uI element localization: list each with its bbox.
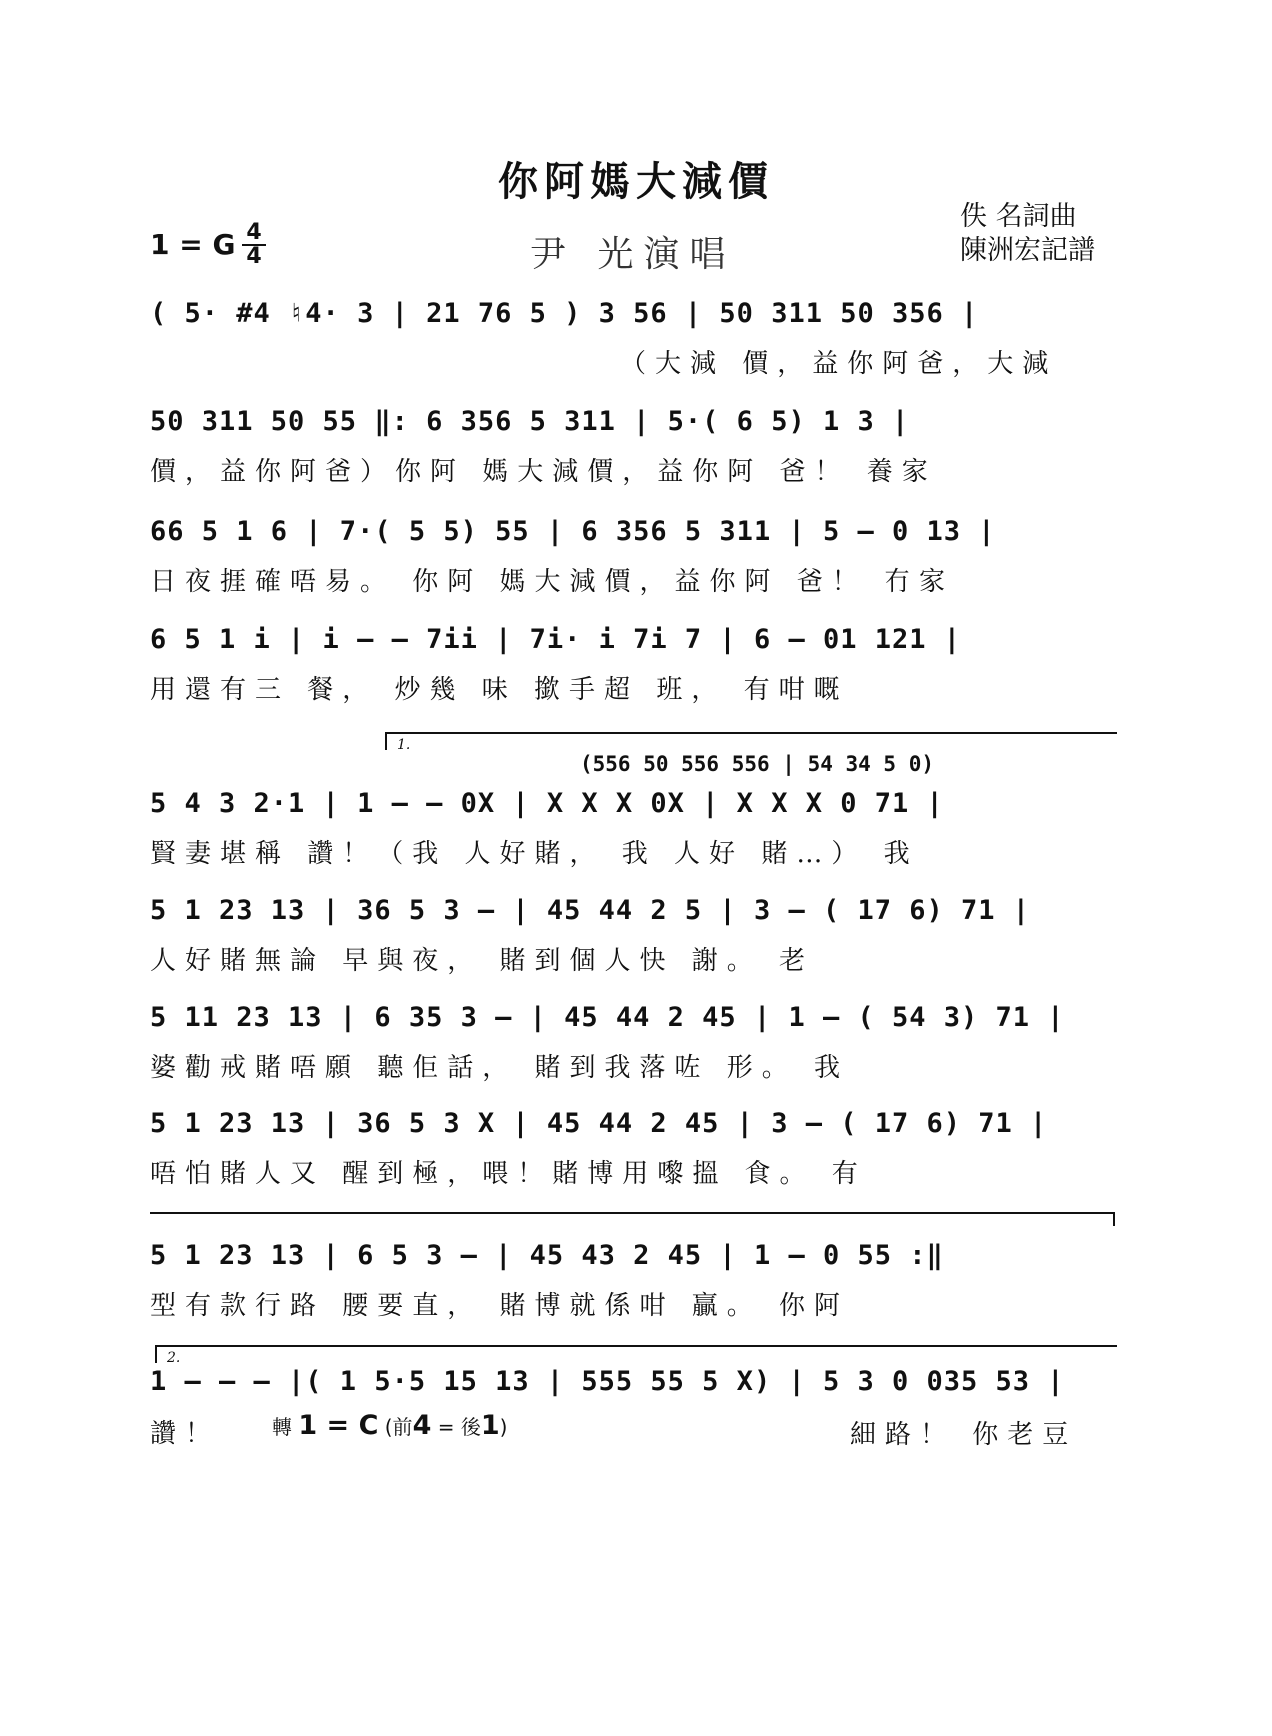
key-signature: 1 = G bbox=[150, 228, 236, 261]
notation-line: 5 1 23 13 | 36 5 3 X | 45 44 2 45 | 3 – ( 17 6) 71 | bbox=[150, 1108, 1048, 1139]
key-change-new-key: 1 = C bbox=[298, 1410, 379, 1441]
score-row-5 bbox=[150, 788, 1120, 870]
notation-line: 5 1 23 13 | 36 5 3 – | 45 44 2 5 | 3 – ( 17 6) 71 | bbox=[150, 895, 1031, 926]
notation-line: 50 311 50 55 ‖: 6 356 5 311 | 5·( 6 5) 1 3 | bbox=[150, 406, 910, 437]
score-row-9 bbox=[150, 1240, 1120, 1322]
instrumental-line: (556 50 556 556 | 54 34 5 0) bbox=[580, 752, 935, 776]
lyrics-line: 用還有三 餐， 炒幾 味 撳手超 班， 有咁嘅 bbox=[150, 675, 849, 705]
lyrics-line-end: 細路！ 你老豆 bbox=[850, 1420, 1078, 1450]
key-change-front: 4 bbox=[412, 1410, 432, 1441]
notation-line: 66 5 1 6 | 7·( 5 5) 55 | 6 356 5 311 | 5 – 0 13 | bbox=[150, 516, 996, 547]
key-change-rel-close: ) bbox=[499, 1415, 508, 1439]
notation-line: 5 11 23 13 | 6 35 3 – | 45 44 2 45 | 1 – ( 54 3) 71 | bbox=[150, 1002, 1065, 1033]
lyrics-line: 讚！ bbox=[150, 1419, 221, 1449]
volta-bracket-2 bbox=[155, 1345, 1117, 1366]
volta-label: 1. bbox=[397, 737, 411, 753]
notation-line: 6 5 1 i | i – – 7ii | 7i· i 7i 7 | 6 – 01 121 | bbox=[150, 624, 962, 655]
score-row-6 bbox=[150, 895, 1120, 977]
time-signature-bottom: 4 bbox=[246, 244, 262, 269]
lyrics-line: 人好賭無論 早與夜， 賭到個人快 謝。 老 bbox=[150, 946, 815, 976]
volta-bracket-1 bbox=[385, 732, 1117, 753]
time-signature-top: 4 bbox=[242, 222, 266, 246]
key-change-note bbox=[272, 1410, 507, 1441]
lyrics-line: （大減 價，益你阿爸，大減 bbox=[620, 349, 1058, 379]
lyrics-line: 日夜捱確唔易。 你阿 媽大減價，益你阿 爸！ 冇家 bbox=[150, 567, 955, 597]
volta-label: 2. bbox=[167, 1350, 181, 1366]
notation-line: 1 – – – |( 1 5·5 15 13 | 555 55 5 X) | 5 3 0 035 53 | bbox=[150, 1366, 1065, 1397]
lyrics-line: 唔怕賭人又 醒到極，喂！賭博用嚟搵 食。 有 bbox=[150, 1159, 867, 1189]
song-title: 你阿媽大減價 bbox=[498, 158, 774, 205]
lyrics-line: 賢妻堪稱 讚！（我 人好賭， 我 人好 賭…） 我 bbox=[150, 839, 919, 869]
key-change-eq: = bbox=[437, 1415, 455, 1439]
lyrics-line: 價，益你阿爸）你阿 媽大減價，益你阿 爸！ 養家 bbox=[150, 457, 937, 487]
key-change-rel-open: (前 bbox=[384, 1415, 413, 1439]
score-row-2 bbox=[150, 406, 1120, 488]
performer: 尹 光演唱 bbox=[530, 234, 736, 275]
score-row-7 bbox=[150, 1002, 1120, 1084]
composer-credit: 佚 名詞曲 bbox=[960, 201, 1077, 232]
key-change-back: 1 bbox=[480, 1410, 500, 1441]
lyrics-line: 婆勸戒賭唔願 聽佢話， 賭到我落咗 形。 我 bbox=[150, 1053, 850, 1083]
section-line bbox=[150, 1212, 1115, 1214]
score-row-8 bbox=[150, 1108, 1120, 1190]
notation-line: ( 5· #4 ♮4· 3 | 21 76 5 ) 3 56 | 50 311 50 356 | bbox=[150, 298, 979, 329]
transcriber-credit: 陳洲宏記譜 bbox=[960, 235, 1095, 266]
score-row-3 bbox=[150, 516, 1120, 598]
notation-line: 5 1 23 13 | 6 5 3 – | 45 43 2 45 | 1 – 0 55 :‖ bbox=[150, 1240, 944, 1271]
key-change-back-word: 後 bbox=[460, 1415, 481, 1439]
section-line-tick bbox=[1113, 1212, 1115, 1226]
score-row-1 bbox=[150, 298, 1120, 380]
score-row-4 bbox=[150, 624, 1120, 706]
key-change-prefix: 轉 bbox=[272, 1415, 292, 1439]
notation-line: 5 4 3 2·1 | 1 – – 0X | X X X 0X | X X X 0 71 | bbox=[150, 788, 944, 819]
time-signature bbox=[242, 222, 266, 268]
lyrics-line: 型有款行路 腰要直， 賭博就係咁 贏。 你阿 bbox=[150, 1291, 850, 1321]
